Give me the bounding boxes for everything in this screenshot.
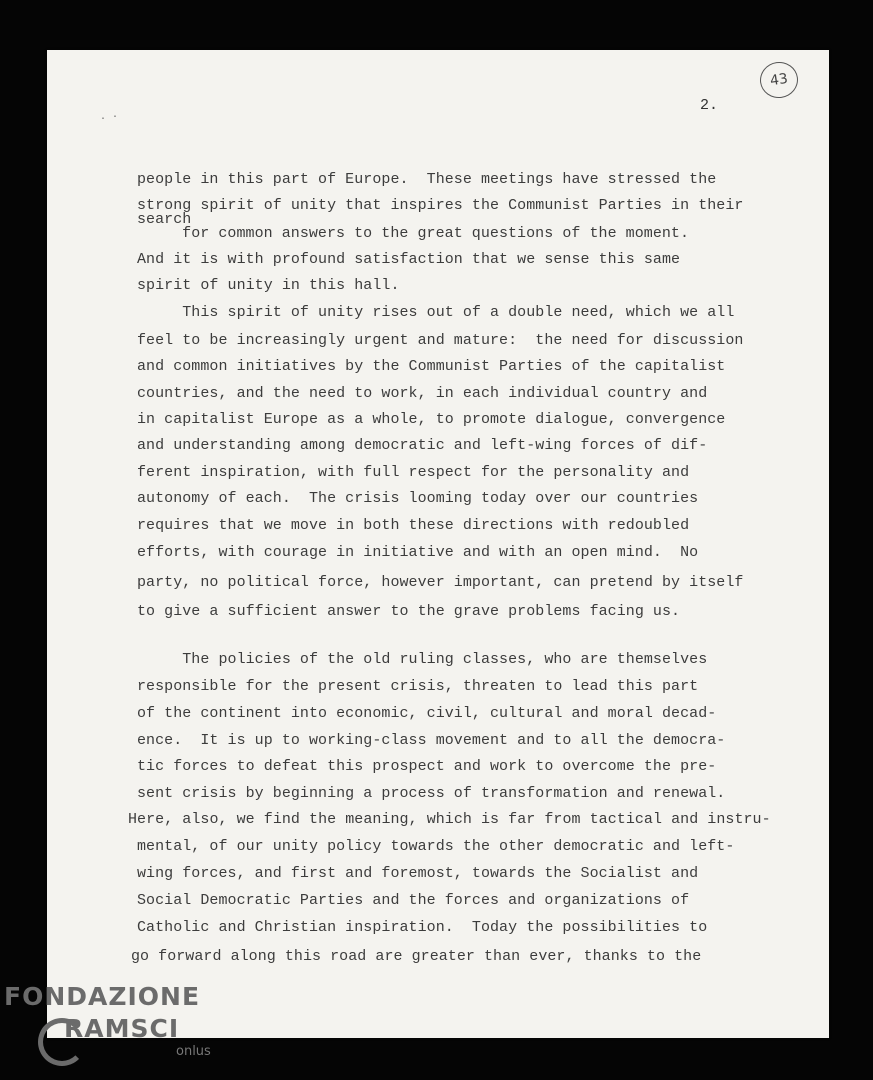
text-line: of the continent into economic, civil, cultural and moral decad- bbox=[137, 705, 717, 722]
text-line: spirit of unity in this hall. bbox=[137, 277, 400, 294]
text-line: and understanding among democratic and left-wing forces of dif- bbox=[137, 437, 708, 454]
text-line: in capitalist Europe as a whole, to promote dialogue, convergence bbox=[137, 411, 726, 428]
text-line: party, no political force, however important, can pretend by itself bbox=[137, 574, 744, 591]
text-line: requires that we move in both these directions with redoubled bbox=[137, 517, 690, 534]
text-line: efforts, with courage in initiative and with an open mind. No bbox=[137, 544, 699, 561]
text-line: countries, and the need to work, in each individual country and bbox=[137, 385, 708, 402]
watermark-line1: FONDAZIONE bbox=[4, 982, 201, 1011]
text-line: go forward along this road are greater than ever, thanks to the bbox=[131, 948, 702, 965]
text-line: Catholic and Christian inspiration. Today the possibilities to bbox=[137, 919, 708, 936]
text-line: feel to be increasingly urgent and mature: the need for discussion bbox=[137, 332, 744, 349]
text-line: tic forces to defeat this prospect and work to overcome the pre- bbox=[137, 758, 717, 775]
text-line: ence. It is up to working-class movement and to all the democra- bbox=[137, 732, 726, 749]
text-line: wing forces, and first and foremost, towards the Socialist and bbox=[137, 865, 699, 882]
text-line: search bbox=[137, 211, 192, 228]
text-line: for common answers to the great questions of the moment. bbox=[155, 225, 690, 242]
stray-marks: . · bbox=[100, 112, 119, 123]
page-number: 2. bbox=[700, 97, 719, 114]
watermark-line3: onlus bbox=[176, 1044, 211, 1059]
archive-number: 43 bbox=[769, 70, 789, 90]
watermark-line2: RAMSCI bbox=[64, 1014, 180, 1043]
text-line: autonomy of each. The crisis looming today over our countries bbox=[137, 490, 699, 507]
text-line: responsible for the present crisis, threaten to lead this part bbox=[137, 678, 699, 695]
text-line: And it is with profound satisfaction that we sense this same bbox=[137, 251, 681, 268]
text-line: strong spirit of unity that inspires the Communist Parties in their bbox=[137, 197, 744, 214]
text-line: and common initiatives by the Communist Parties of the capitalist bbox=[137, 358, 726, 375]
text-line: The policies of the old ruling classes, who are themselves bbox=[137, 651, 708, 668]
text-line: Here, also, we find the meaning, which is far from tactical and instru- bbox=[128, 811, 771, 828]
text-line: This spirit of unity rises out of a double need, which we all bbox=[137, 304, 735, 321]
fondazione-gramsci-watermark bbox=[4, 982, 211, 1059]
text-line: people in this part of Europe. These meetings have stressed the bbox=[137, 171, 717, 188]
text-line: ferent inspiration, with full respect for the personality and bbox=[137, 464, 690, 481]
text-line: to give a sufficient answer to the grave problems facing us. bbox=[137, 603, 681, 620]
text-line: mental, of our unity policy towards the other democratic and left- bbox=[137, 838, 735, 855]
text-line: sent crisis by beginning a process of transformation and renewal. bbox=[137, 785, 726, 802]
text-line: Social Democratic Parties and the forces and organizations of bbox=[137, 892, 690, 909]
